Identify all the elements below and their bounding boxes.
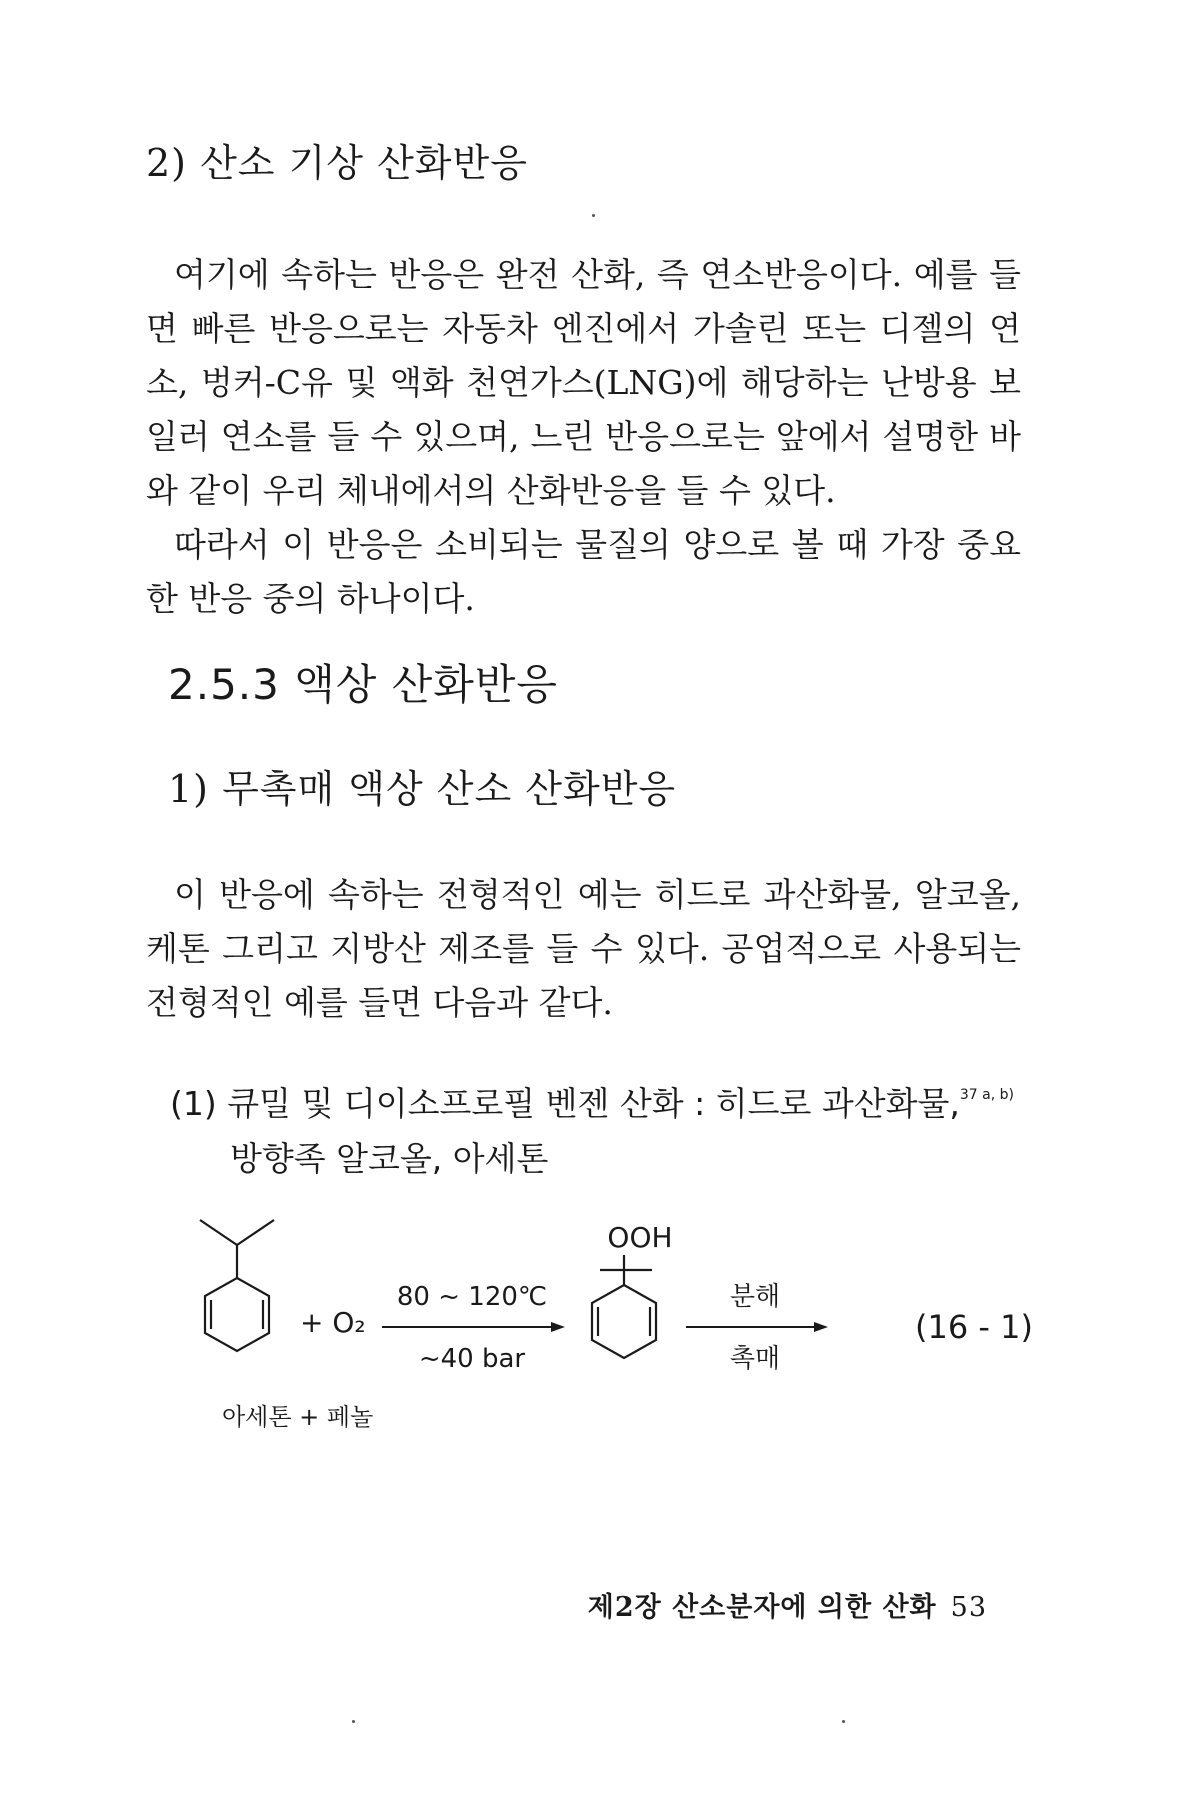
- cumene-structure: [200, 1220, 274, 1351]
- example-item-1-title: (1) 큐밀 및 디이소프로필 벤젠 산화 : 히드로 과산화물,: [170, 1084, 960, 1123]
- reaction-products: 아세톤 + 페놀: [222, 1403, 374, 1431]
- paragraph-combustion: [146, 248, 1021, 626]
- paragraph-typical-examples-text: 이 반응에 속하는 전형적인 예는 히드로 과산화물, 알코올, 케톤 그리고 지방산 제조를 들 수 있다. 공업적으로 사용되는 전형적인 예를 들면 다음과 같다.: [146, 875, 1021, 1022]
- scan-speck: [352, 1720, 355, 1723]
- subheading-uncatalyzed-liquid-oxidation: 1) 무촉매 액상 산소 산화반응: [168, 767, 677, 811]
- reference-superscript: 37 a, b): [959, 1087, 1014, 1103]
- cumene-hydroperoxide-structure: [592, 1255, 656, 1358]
- example-item-1: [170, 1068, 1014, 1186]
- hydroperoxide-group-label: OOH: [607, 1221, 673, 1254]
- scan-speck: [842, 1720, 845, 1723]
- oxygen-reagent: + O₂: [300, 1306, 366, 1339]
- reaction-scheme: [0, 1200, 1200, 1520]
- footer-chapter-title: 제2장 산소분자에 의한 산화: [587, 1592, 937, 1623]
- scan-speck: [592, 214, 595, 217]
- reaction-arrow-1: [382, 1322, 565, 1332]
- paragraph-typical-examples: [146, 868, 1021, 1030]
- example-item-1-products: 방향족 알코올, 아세톤: [230, 1139, 549, 1178]
- reaction-arrow-2: [686, 1322, 828, 1332]
- subheading-oxygen-gas-phase: 2) 산소 기상 산화반응: [146, 141, 528, 185]
- section-title-liquid-phase-oxidation: 2.5.3 액상 산화반응: [168, 660, 558, 709]
- page-footer: [588, 1585, 987, 1624]
- arrow1-conditions-temperature: 80 ~ 120℃: [396, 1282, 548, 1312]
- arrow1-conditions-pressure: ~40 bar: [418, 1344, 526, 1374]
- page-number: 53: [950, 1592, 987, 1623]
- paragraph-combustion-line-2: 따라서 이 반응은 소비되는 물질의 양으로 볼 때 가장 중요한 반응 중의 하나이다.: [146, 525, 1021, 618]
- arrow2-decomposition-label: 분해: [729, 1282, 781, 1312]
- equation-number: (16 - 1): [915, 1308, 1033, 1346]
- paragraph-combustion-line-1: 여기에 속하는 반응은 완전 산화, 즉 연소반응이다. 예를 들면 빠른 반응으로는 자동차 엔진에서 가솔린 또는 디젤의 연소, 벙커-C유 및 액화 천연가스(LNG)에 해당하는 난방용 보일러 연소를 들 수 있으며, 느린 반응으로는 앞에서 설명한 바와 같이 우리 체내에서의 산화반응을 들 수 있다.: [146, 255, 1021, 510]
- arrow2-catalyst-label: 촉매: [729, 1344, 781, 1374]
